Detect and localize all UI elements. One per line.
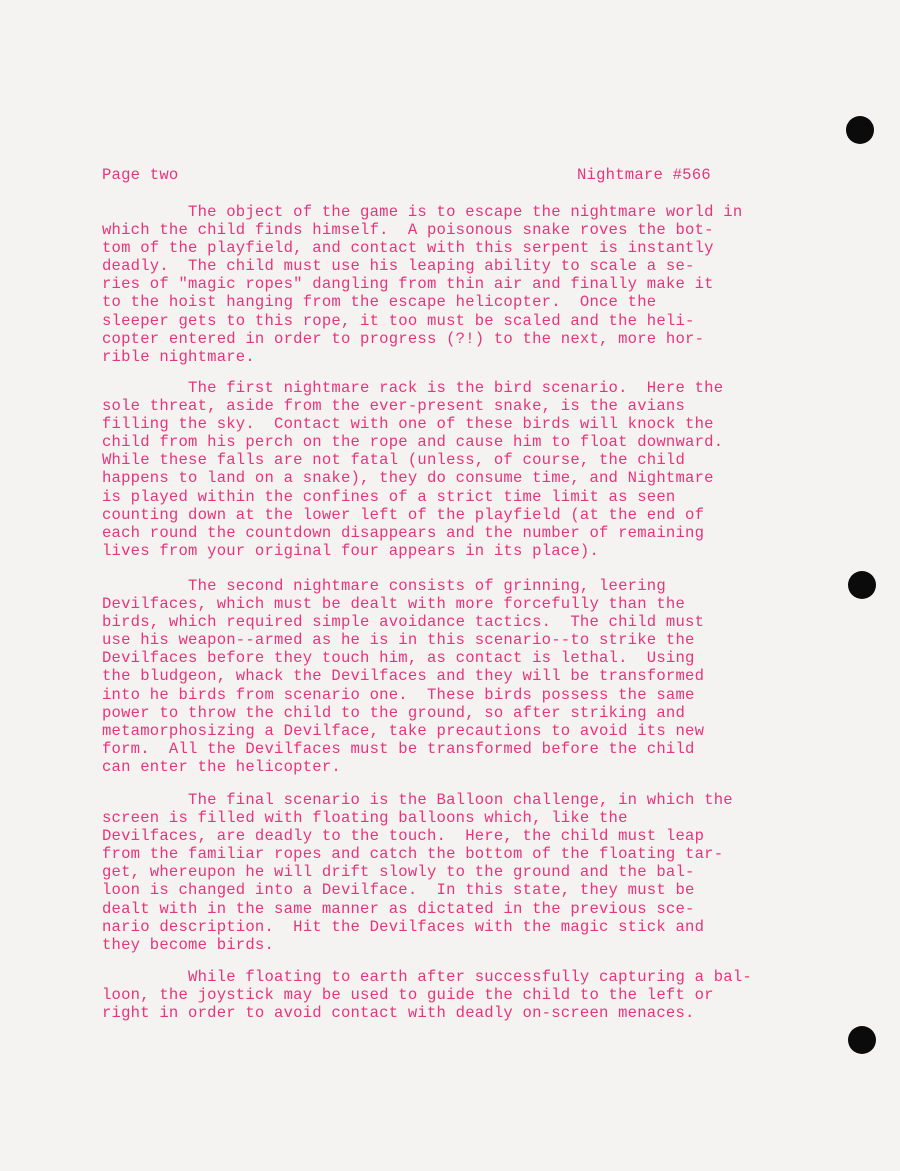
text-line: child from his perch on the rope and cause him to float downward. (102, 433, 724, 452)
text-line: While these falls are not fatal (unless, of course, the child (102, 451, 686, 470)
text-line: nario description. Hit the Devilfaces with the magic stick and (102, 917, 705, 936)
text-line: use his weapon--armed as he is in this scenario--to strike the (102, 631, 695, 650)
text-line: they become birds. (102, 935, 275, 954)
punch-hole-bottom (848, 1026, 876, 1054)
text-line: The final scenario is the Balloon challenge, in which the (102, 791, 733, 809)
text-line: power to throw the child to the ground, so after striking and (102, 703, 686, 722)
text-line: counting down at the lower left of the playfield (at the end of (102, 505, 705, 524)
text-line: get, whereupon he will drift slowly to the ground and the bal- (102, 863, 695, 882)
text-line: copter entered in order to progress (?!) to the next, more hor- (102, 329, 705, 348)
text-line: from the familiar ropes and catch the bottom of the floating tar- (102, 845, 724, 864)
text-line: Devilfaces, are deadly to the touch. Here, the child must leap (102, 827, 705, 846)
text-line: The first nightmare rack is the bird scenario. Here the (102, 379, 724, 397)
punch-hole-middle (848, 571, 876, 599)
text-line: Devilfaces before they touch him, as contact is lethal. Using (102, 649, 695, 668)
text-line: metamorphosizing a Devilface, take precautions to avoid its new (102, 721, 705, 740)
text-line: filling the sky. Contact with one of these birds will knock the (102, 415, 714, 434)
text-line: lives from your original four appears in its place). (102, 541, 600, 560)
text-line: loon, the joystick may be used to guide the child to the left or (102, 986, 714, 1005)
text-line: can enter the helicopter. (102, 757, 341, 776)
text-line: each round the countdown disappears and the number of remaining (102, 523, 705, 542)
paragraph-bird-scenario (102, 379, 802, 560)
paragraph-objective (102, 203, 802, 366)
text-line: Devilfaces, which must be dealt with more forcefully than the (102, 595, 686, 614)
text-line: sleeper gets to this rope, it too must be scaled and the heli- (102, 311, 695, 330)
document-title: Nightmare #566 (577, 166, 711, 184)
text-line: deadly. The child must use his leaping ability to scale a se- (102, 257, 695, 276)
text-line: is played within the confines of a strict time limit as seen (102, 487, 676, 506)
text-line: tom of the playfield, and contact with this serpent is instantly (102, 239, 714, 258)
punch-hole-top (846, 116, 874, 144)
paragraph-devilface-scenario (102, 577, 802, 776)
text-line: into he birds from scenario one. These birds possess the same (102, 685, 695, 704)
text-line: rible nightmare. (102, 347, 255, 366)
text-line: to the hoist hanging from the escape helicopter. Once the (102, 293, 657, 312)
text-line: The object of the game is to escape the nightmare world in (102, 203, 743, 221)
paragraph-balloon-scenario (102, 791, 802, 954)
paragraph-joystick-note (102, 968, 802, 1022)
text-line: the bludgeon, whack the Devilfaces and they will be transformed (102, 667, 705, 686)
text-line: loon is changed into a Devilface. In this state, they must be (102, 881, 695, 900)
page-header (102, 166, 742, 188)
text-line: right in order to avoid contact with deadly on-screen menaces. (102, 1004, 695, 1023)
text-line: dealt with in the same manner as dictated in the previous sce- (102, 899, 695, 918)
text-line: form. All the Devilfaces must be transformed before the child (102, 739, 695, 758)
text-line: The second nightmare consists of grinning, leering (102, 577, 666, 595)
page-number-label: Page two (102, 166, 179, 184)
text-line: happens to land on a snake), they do consume time, and Nightmare (102, 469, 714, 488)
text-line: birds, which required simple avoidance tactics. The child must (102, 613, 705, 632)
text-line: sole threat, aside from the ever-present snake, is the avians (102, 397, 686, 416)
text-line: screen is filled with floating balloons which, like the (102, 809, 628, 828)
text-line: While floating to earth after successfully capturing a bal- (102, 968, 752, 986)
text-line: ries of "magic ropes" dangling from thin air and finally make it (102, 275, 714, 294)
text-line: which the child finds himself. A poisonous snake roves the bot- (102, 221, 714, 240)
